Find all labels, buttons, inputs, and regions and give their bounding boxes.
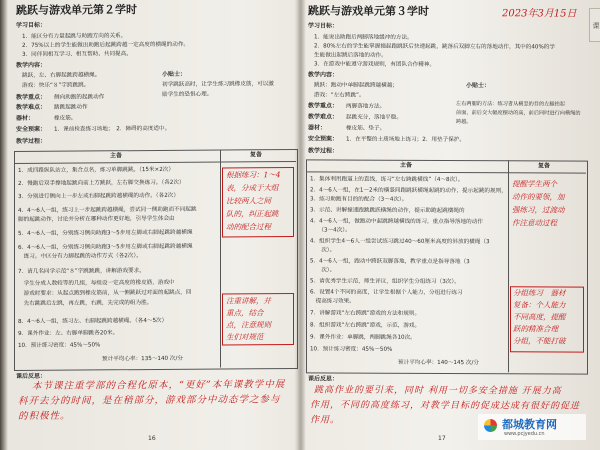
right-row-5: 4．4～6人一组，做跑动中起跳跨越横线的练习，重点指导落地的动作 (310, 218, 483, 226)
right-key-label: 教学重点： (308, 102, 339, 110)
right-equip-label: 器材： (308, 124, 327, 132)
right-equip-value: 橡皮筋、垫子。 (346, 125, 386, 132)
right-page (304, 0, 588, 450)
left-equip-value: 橡皮筋。 (54, 115, 77, 122)
right-row-1: 1．集体利用跑道上的直线，练习“左右跨跳横线”（4～8次）。 (310, 176, 464, 184)
right-row-7: 4．组织学生4～6人一组尝试练习跳过40～60厘米高度的斜放的横绳（3 (310, 238, 490, 246)
right-row-3: 3．练习助跑有目的的配合（3～4次）。 (310, 196, 408, 203)
right-date-handwritten: 2023年3月15日 (502, 8, 577, 20)
right-game-text: 游戏：“左右跨跳”。 (314, 92, 365, 99)
right-review-note-9: 分组，不能打破 (513, 336, 566, 346)
left-review-note-3: 比较两人之间 (226, 196, 271, 206)
left-review-note-6: 注重讲解，并 (226, 296, 271, 306)
right-objective-3: 生能做出起跳后落地的动作。 (314, 52, 387, 59)
left-row-4: 4．4～6人一组，练习上一步起跳跨越横绳，尝试同一侧助跑而不同起跳 (18, 206, 197, 214)
left-diff-value: 踏跳起跳动作 (54, 104, 88, 111)
left-row-2: 2．慢跑后双手撑地起跳向前上方跳跃，左右脚交换练习。（各2次） (18, 179, 185, 187)
right-row-15: 8．组织游戏“左右跨跳”游戏，示范，游戏。 (310, 322, 421, 329)
left-objective-1: 1．能区分有力量起跳与助跑方向的关系。 (22, 33, 127, 40)
right-page-title: 跳跃与游戏单元第３学时 (308, 4, 429, 18)
right-page-number: 17 (438, 434, 446, 442)
left-row-10: 学生分成人数较等的几组，每组设一定高度的橡皮筋，游戏中 (18, 279, 175, 287)
right-safety-value: 1．在平整的土质场地上练习；2．用垫子保护。 (346, 136, 465, 144)
right-review-note-7: 不同高度，提醒 (513, 312, 566, 322)
left-review-note-9: 生们对规范 (226, 332, 264, 342)
left-row-3: 3．分别进行侧向上一步左或右脚起跳跨越横绳的动作。（各2次） (18, 192, 179, 200)
left-table-column-divider (220, 150, 221, 368)
left-row-11: 游戏时要求：从起点跑到橡皮筋前，从一侧跳跃过对面的起跳点，回 (18, 289, 192, 297)
right-row-9: 5．4～6人一组，跑动中跨跃双脚落地，教学重点是指导落地（3 (310, 258, 470, 266)
right-reflection-line-2: 作用，不同的高度练习，对教学目标的促成达成有很好的促进 (310, 400, 581, 412)
left-row-6: 5．4～6人一组，分别练习侧向助跑3～5步用左脚或右脚起跳跨越横绳 (18, 229, 193, 237)
left-row-9: 7．请几名同学示范“８”字跳跳跳，讲解游戏要求。 (18, 268, 145, 275)
right-row-10: 次）。 (310, 267, 336, 274)
left-reflection-label: 课后反思： (16, 372, 47, 380)
right-content-heading: 教学内容： (308, 71, 339, 79)
right-diff-value: 起跳充分，落地平稳。 (346, 114, 402, 121)
right-review-note-5: 分组练习 器材 (513, 288, 566, 298)
side-index-tab: 课 (589, 8, 600, 42)
left-process-heading: 教学过程： (16, 137, 47, 145)
left-reflection-line-1: 本节课注重学部的合程化原本，“更好”本年课教学中展 (32, 379, 286, 392)
left-review-note-7: 重点，结合 (226, 308, 264, 318)
left-key-label: 教学重点： (16, 93, 47, 101)
right-reflection-line-1: 跳高作业的要引来，同时 利用一切多安全措施 开展力高 (314, 385, 562, 397)
right-review-note-3: 强练习，过渡动 (512, 205, 565, 215)
left-reflection-line-3: 的积极性。 (18, 410, 71, 422)
left-diff-label: 教学难点： (16, 103, 47, 111)
right-reflection-label: 课后反思： (308, 375, 339, 383)
left-safety-value: 1．课前检查练习场地； 2．障碍的高度适中。 (54, 125, 171, 133)
watermark (478, 414, 586, 440)
right-review-note-8: 跃的精准合理 (513, 324, 558, 334)
left-tip-line-2: 励学生的恐惧心理。 (162, 91, 213, 98)
right-review-note-6: 复备：个人能力 (513, 300, 566, 310)
right-pulse-text: 预计平均心率：140～145 次/分 (398, 359, 479, 367)
left-objective-3: 3．同伴间相互学习、相互帮助、共同提高。 (22, 51, 132, 58)
left-reflection-line-2: 科开去分的时间，是在稍部分，游戏部分中动态学之参与 (18, 394, 281, 407)
right-row-11: 5．请优秀学生示范，师生评议，组织学生分组练习（3次）。 (310, 278, 460, 286)
left-row-8: 练习。中区分有力脚起跳的动作方式（各2次）。 (18, 253, 142, 260)
right-review-note-4: 作注意动过程 (512, 218, 557, 228)
right-row-8: 次）。 (310, 247, 336, 254)
right-process-heading: 教学过程： (308, 147, 339, 155)
right-review-note-2: 动作的要领，加 (512, 192, 565, 202)
right-row-13: 提高练习效果。 (310, 298, 355, 305)
right-col-main: 主备 (400, 161, 413, 169)
watermark-url: www.pcjyedu.cn (504, 431, 545, 437)
right-row-2: 2．4～6人一组，在1～2米的横竖间跑跳跃横绳起跳的动作，提示起跳的规则， (310, 187, 507, 195)
left-safety-label: 安全预案： (16, 125, 47, 133)
right-diff-label: 教学难点： (308, 113, 339, 121)
left-objective-2: 2．75%以上的学生能做出助跑后起跳跨越一定高度的横绳的动作。 (22, 41, 190, 49)
right-objectives-heading: 学习目标： (308, 22, 339, 30)
right-side-tip-1: 左右两腿的方法：练习者从横竖的目的左腿抬起 (456, 101, 565, 108)
right-safety-label: 安全预案： (308, 135, 339, 143)
right-row-6: （3～4次）。 (310, 227, 351, 234)
left-review-note-4: 队的，纠正起跳 (226, 209, 279, 219)
right-row-17: 10．预计练习密度：45%～50% (310, 346, 393, 353)
watermark-logo-text: 都城教育网 (502, 418, 557, 431)
left-row-15: 10．预计练习密度：45%～50% (18, 342, 101, 349)
right-key-value: 两脚落地方法。 (346, 103, 386, 110)
left-col-main: 主备 (110, 152, 123, 160)
left-row-14: 9．课外作业：左、右脚单脚跳各20米。 (18, 330, 119, 337)
right-side-tip-3: 跨越。 (456, 119, 472, 126)
left-equip-label: 器材： (16, 114, 35, 122)
left-row-1: 1．成四路纵队站立，集合点名，练习单脚跳跳。（15米×2次） (18, 166, 174, 174)
left-col-review: 复备 (250, 151, 263, 159)
left-content-heading: 教学内容： (16, 61, 47, 69)
left-review-note-8: 点，注意规则 (226, 320, 271, 330)
left-page (10, 0, 298, 450)
left-row-5: 脚的起跳动作，讨论并分析在哪种动作更好地，引导学生体会由 (18, 215, 175, 223)
left-objectives-heading: 学习目标： (16, 21, 47, 29)
left-pulse-text: 预计平均心率：135～140 次/分 (102, 355, 183, 363)
left-row-12: 先右跳跳后左跳，再左跳，右跳，先完成的组为胜。 (18, 300, 153, 307)
left-tip-label: 小贴士： (162, 70, 187, 78)
left-content-text: 跳跃，左、右脚起跳跨越横绳。 (22, 72, 101, 79)
right-row-12: 6．设置4个不同的高度，让学生根据个人能力，分组进行练习 (310, 289, 463, 297)
right-side-tip-2: 前面，前后交大幅度摆动的高，前后同时进行向横绳的 (456, 110, 581, 117)
left-tip-line-1: 初学跳跃高时，让学生练习跳橡皮筋，可以激 (162, 81, 274, 88)
left-key-value: 侧向助跑的起跳动作 (54, 94, 105, 101)
right-objective-1: 1．能说出助跑后两脚落地缓冲的方法。 (314, 34, 413, 41)
left-row-7: 6．4～6人一组，分别练习侧向助跑3～5步用左脚或右脚起跳跨越横绳 (18, 243, 193, 251)
left-game-text: 游戏：快乐“８”字跨跳跳。 (22, 82, 90, 89)
right-content-text: 跳跃：跑动中单脚起跳跨越横越； (314, 82, 398, 89)
watermark-logo-icon (484, 419, 497, 432)
right-col-review: 复备 (538, 162, 551, 170)
right-row-14: 7．讲解游戏“左右跨跳”游戏的方法和规则。 (310, 310, 421, 317)
left-page-title: 跳跃与游戏单元第２学时 (16, 3, 137, 17)
right-objective-4: 3．在游戏中能遵守游戏规则，有团队合作精神。 (314, 61, 436, 68)
left-review-note-2: 表，分成于大组 (226, 183, 279, 193)
left-page-number: 16 (148, 434, 156, 443)
left-review-note-1: 根据练习：1～4 (226, 170, 281, 180)
left-review-note-5: 动的配合过程 (226, 222, 271, 232)
left-row-13: 8．4～6人一组，练习左、右脚起跳跨越横绳。（各4～5次） (18, 317, 168, 325)
right-tip-label: 小贴士： (466, 82, 491, 90)
right-objective-2: 2．80%左右的学生能掌握撞起跑跳跃后快速起跳，跳落后双脚左右的落地动作，其中的40%的学 (314, 43, 555, 51)
right-table-column-divider (508, 160, 509, 372)
right-row-16: 9．课外作业：单脚跳，两脚跳绳各10次。 (310, 334, 416, 341)
right-reflection-line-3: 作用。 (310, 415, 341, 426)
right-row-4: 3．示范、讲解撞速跑跳跳跃横绳的动作，提示助跑起跳横绳的 (310, 207, 465, 215)
right-review-note-1: 提醒学生两个 (512, 179, 557, 189)
